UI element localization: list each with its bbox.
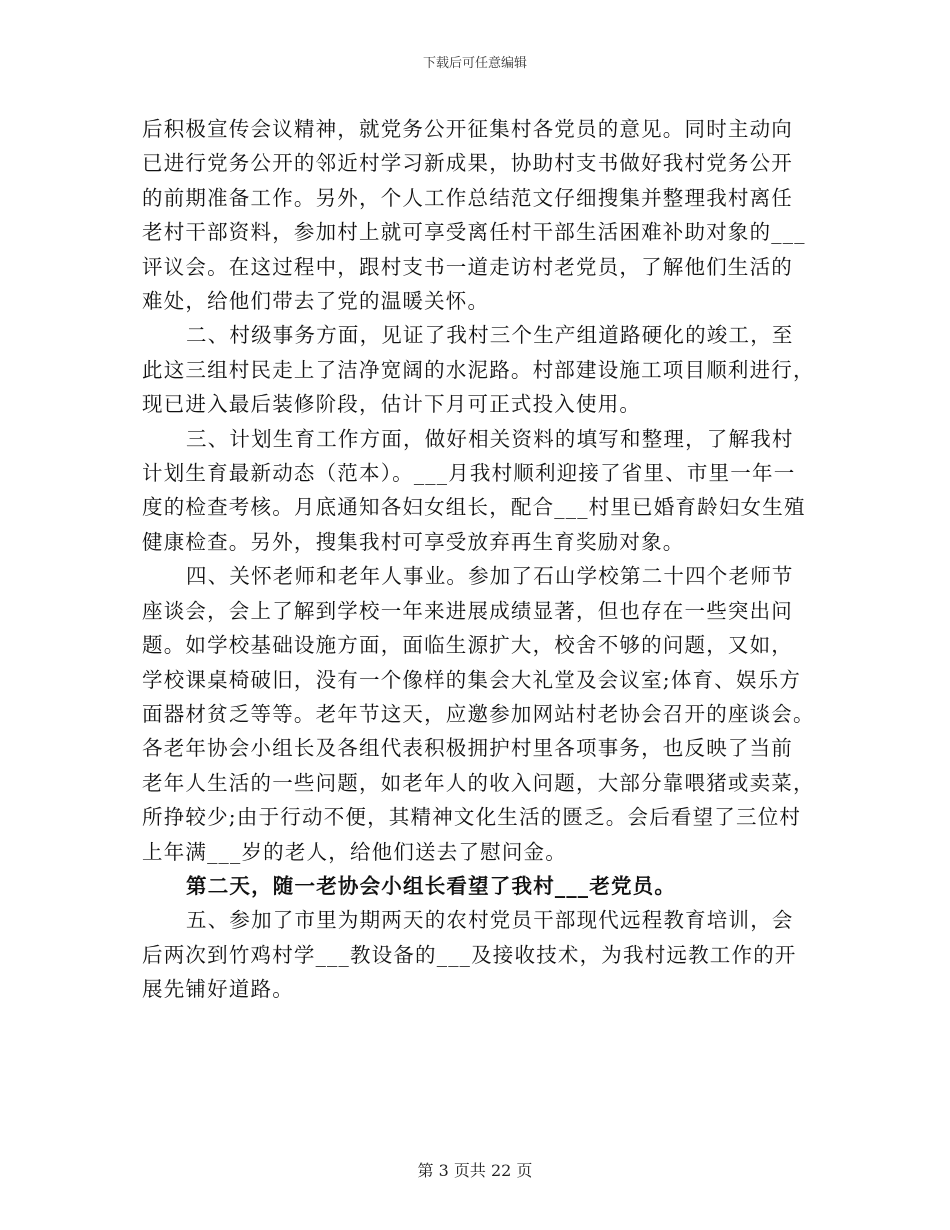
- text-line: 评议会。在这过程中，跟村支书一道走访村老党员，了解他们生活的: [142, 254, 793, 279]
- text-line: 展先铺好道路。: [142, 977, 294, 1002]
- text-line: 二、村级事务方面，见证了我村三个生产组道路硬化的竣工，至: [186, 323, 794, 348]
- page-header: 下载后可任意编辑: [422, 56, 527, 71]
- text-line: 五、参加了市里为期两天的农村党员干部现代远程教育培训，会: [186, 908, 794, 933]
- text-line: 老年人生活的一些问题，如老年人的收入问题，大部分靠喂猪或卖菜，: [142, 770, 815, 795]
- text-line: 后积极宣传会议精神，就党务公开征集村各党员的意见。同时主动向: [142, 117, 793, 141]
- paragraph-village-affairs: [142, 318, 815, 421]
- text-line: 四、关怀老师和老年人事业。参加了石山学校第二十四个老师节: [186, 564, 794, 589]
- paragraph-family-planning: [142, 422, 810, 560]
- text-line: 题。如学校基础设施方面，面临生源扩大，校舍不够的问题，又如，: [142, 633, 793, 658]
- text-line: 已进行党务公开的邻近村学习新成果，协助村支书做好我村党务公开: [142, 151, 793, 176]
- text-line: 计划生育最新动态（范本）。___月我村顺利迎接了省里、市里一年一: [142, 461, 796, 486]
- text-line: 难处，给他们带去了党的温暖关怀。: [142, 289, 490, 314]
- paragraph-second-day: [142, 869, 810, 903]
- paragraph-remote-education: [142, 903, 810, 1006]
- text-line: 所挣较少;由于行动不便，其精神文化生活的匮乏。会后看望了三位村: [142, 805, 802, 830]
- text-line: 现已进入最后装修阶段，估计下月可正式投入使用。: [142, 392, 642, 417]
- text-line: 健康检查。另外，搜集我村可享受放弃再生育奖励对象。: [142, 529, 685, 554]
- text-line: 的前期准备工作。另外，个人工作总结范文仔细搜集并整理我村离任: [142, 185, 793, 210]
- text-line: 度的检查考核。月底通知各妇女组长，配合___村里已婚育龄妇女生殖: [142, 495, 806, 520]
- text-line: 后两次到竹鸡村学___教设备的___及接收技术，为我村远教工作的开: [142, 942, 797, 967]
- text-line: 老村干部资料，参加村上就可享受离任村干部生活困难补助对象的___: [142, 220, 806, 245]
- text-line: 此这三组村民走上了洁净宽阔的水泥路。村部建设施工项目顺利进行，: [142, 357, 815, 382]
- document-body: [142, 112, 815, 1007]
- text-line: 三、计划生育工作方面，做好相关资料的填写和整理，了解我村: [186, 426, 794, 451]
- text-line: 学校课桌椅破旧，没有一个像样的集会大礼堂及会议室;体育、娱乐方: [142, 667, 802, 692]
- text-line: 第二天，随一老协会小组长看望了我村___老党员。: [186, 873, 677, 898]
- page-footer: 第 3 页共 22 页: [417, 1161, 533, 1180]
- text-line: 面器材贫乏等等。老年节这天，应邀参加网站村老协会召开的座谈会。: [142, 701, 815, 726]
- text-line: 上年满___岁的老人，给他们送去了慰问金。: [142, 839, 567, 864]
- text-line: 座谈会，会上了解到学校一年来进展成绩显著，但也存在一些突出问: [142, 598, 793, 623]
- paragraph-teachers-elderly: [142, 559, 815, 869]
- text-line: 各老年协会小组长及各组代表积极拥护村里各项事务，也反映了当前: [142, 736, 793, 761]
- paragraph-continuation: [142, 112, 810, 318]
